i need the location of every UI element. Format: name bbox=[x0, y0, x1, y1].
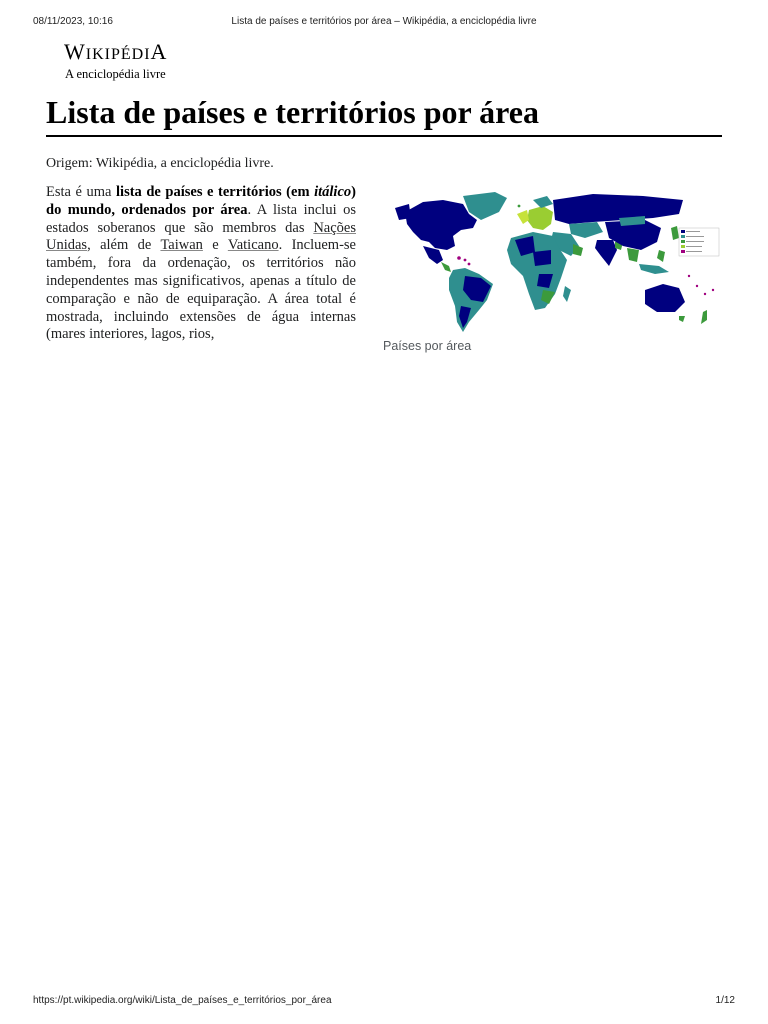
world-map-image[interactable] bbox=[383, 190, 723, 336]
lead-text-3: , além de bbox=[87, 237, 161, 254]
print-header bbox=[33, 16, 735, 30]
origin-note: Origem: Wikipédia, a enciclopédia livre. bbox=[46, 156, 274, 171]
map-figure bbox=[383, 190, 723, 360]
lead-text-2: . A lista inclui os estados soberanos que são membros das bbox=[46, 201, 356, 236]
lead-paragraph bbox=[46, 184, 356, 364]
map-caption: Países por área bbox=[383, 339, 472, 353]
wikipedia-logo[interactable] bbox=[64, 40, 167, 81]
print-footer bbox=[33, 995, 735, 1009]
link-taiwan[interactable]: Taiwan bbox=[160, 237, 203, 254]
lead-text-5: . Incluem-se também, fora da ordenação, os territórios não independentes mas significativos, apenas a título de comparação e não de equiparação. A área total é mostrada, incluindo extensões de água internas (mares interiores, lagos, rios, bbox=[46, 237, 356, 343]
logo-wordmark bbox=[64, 40, 167, 67]
lead-text-4: e bbox=[202, 237, 228, 254]
print-datetime: 08/11/2023, 10:16 bbox=[33, 16, 113, 27]
page-title: Lista de países e territórios por área bbox=[46, 94, 539, 130]
logo-wordmark-rest: IKIPÉDI bbox=[85, 46, 151, 63]
title-divider bbox=[46, 135, 722, 137]
print-url: https://pt.wikipedia.org/wiki/Lista_de_países_e_territórios_por_área bbox=[33, 995, 332, 1006]
logo-wordmark-last: A bbox=[150, 39, 168, 64]
lead-bold-1: lista de países e territórios (em itálico) do mundo, ordenados por área bbox=[46, 184, 356, 218]
print-page-number: 1/12 bbox=[715, 995, 735, 1006]
logo-wordmark-first: W bbox=[64, 39, 86, 64]
lead-text-1: Esta é uma bbox=[46, 184, 117, 200]
link-nacoes-unidas[interactable]: Nações Unidas bbox=[46, 219, 356, 254]
print-page-title: Lista de países e territórios por área – Wikipédia, a enciclopédia livre bbox=[231, 16, 537, 27]
link-vaticano[interactable]: Vaticano bbox=[227, 237, 279, 254]
logo-tagline: A enciclopédia livre bbox=[65, 67, 166, 81]
lead-italic: itálico bbox=[314, 184, 352, 200]
